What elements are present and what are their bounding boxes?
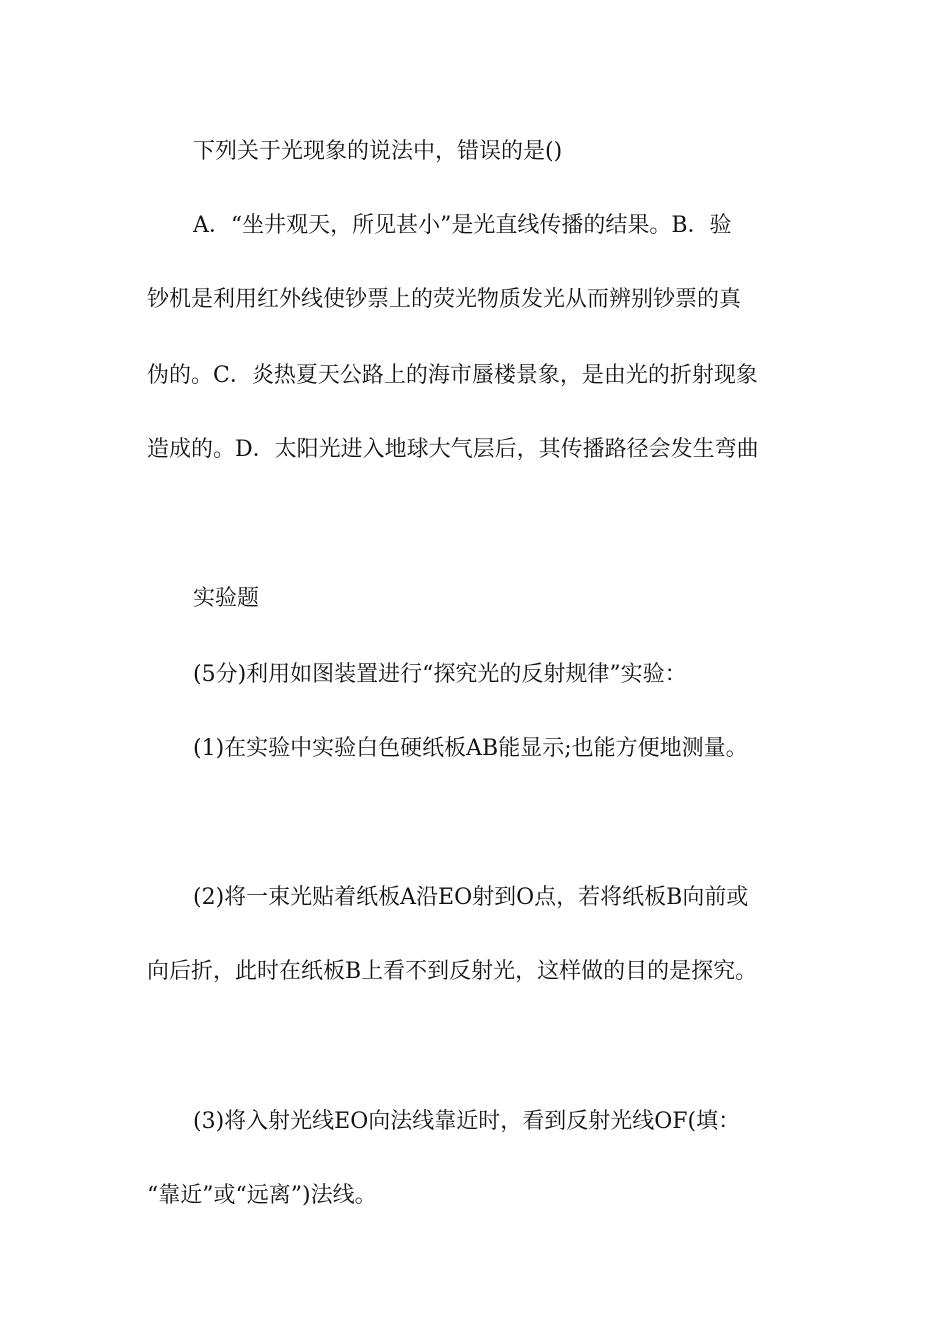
- question-1-options-line-2: 钞机是利用红外线使钞票上的荧光物质发光从而辨别钞票的真: [147, 287, 742, 312]
- question-1-options-line-4: 造成的。D．太阳光进入地球大气层后，其传播路径会发生弯曲: [147, 437, 759, 462]
- question-2-part-3-line-2: “靠近”或“远离”)法线。: [147, 1183, 377, 1208]
- question-2-part-2-line-2: 向后折，此时在纸板B上看不到反射光，这样做的目的是探究。: [147, 959, 758, 984]
- question-1-options-line-1: A．“坐井观天，所见甚小”是光直线传播的结果。B．验: [193, 213, 732, 238]
- question-1-stem: 下列关于光现象的说法中，错误的是(): [193, 139, 563, 164]
- question-2-part-3-line-1: (3)将入射光线EO向法线靠近时，看到反射光线OF(填：: [193, 1109, 741, 1134]
- question-1-options-line-3: 伪的。C．炎热夏天公路上的海市蜃楼景象，是由光的折射现象: [147, 363, 758, 388]
- question-2-stem: (5分)利用如图装置进行“探究光的反射规律”实验：: [193, 662, 687, 687]
- question-2-part-1: (1)在实验中实验白色硬纸板AB能显示;也能方便地测量。: [193, 736, 748, 761]
- section-title: 实验题: [193, 586, 260, 611]
- question-2-part-2-line-1: (2)将一束光贴着纸板A沿EO射到O点，若将纸板B向前或: [193, 885, 749, 910]
